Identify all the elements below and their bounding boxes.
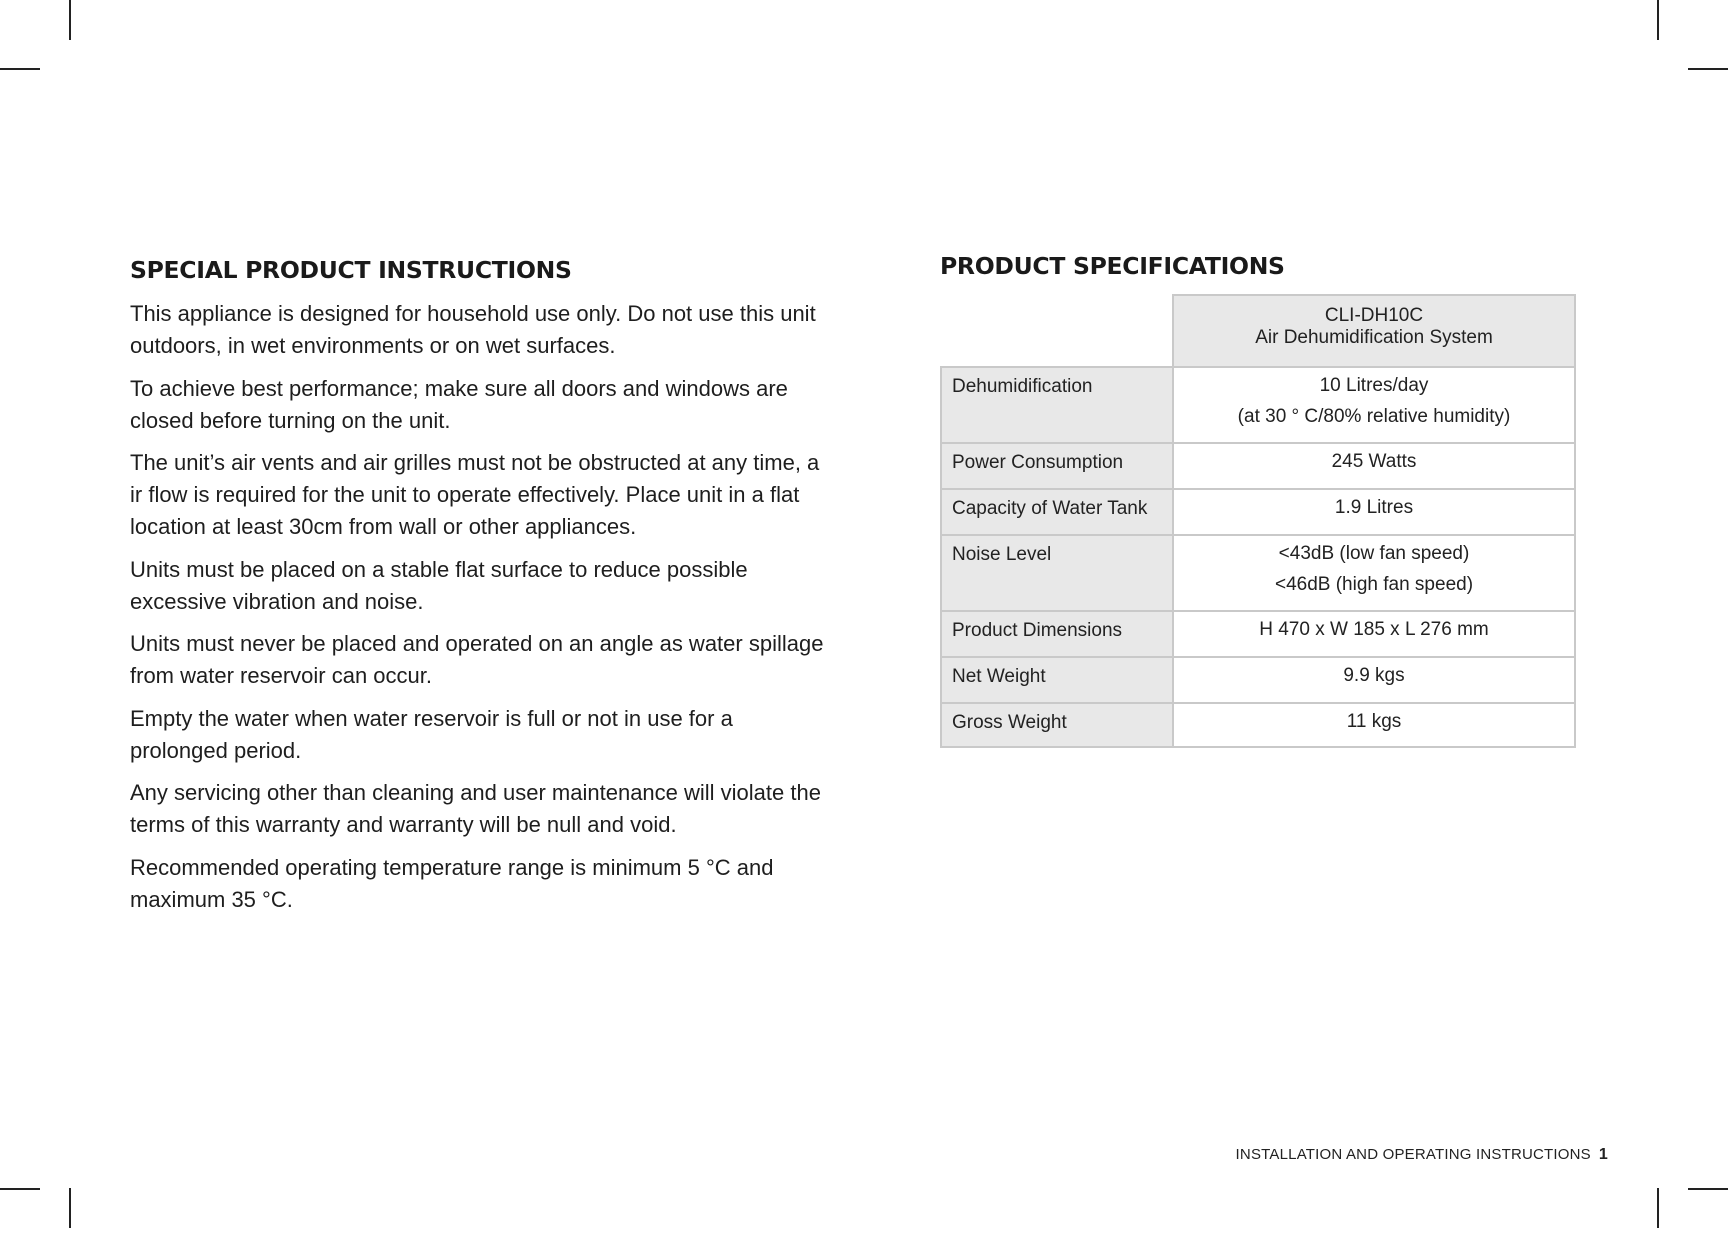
spec-label: Net Weight bbox=[941, 657, 1173, 703]
crop-mark-top-right-horizontal bbox=[1688, 68, 1728, 70]
table-row bbox=[941, 657, 1575, 703]
spec-value bbox=[1173, 443, 1575, 489]
instruction-paragraph: Empty the water when water reservoir is full or not in use for a prolonged period. bbox=[130, 705, 733, 763]
spec-label: Dehumidification bbox=[941, 367, 1173, 443]
spec-label: Noise Level bbox=[941, 535, 1173, 611]
spec-label: Gross Weight bbox=[941, 703, 1173, 747]
special-instructions-title: SPECIAL PRODUCT INSTRUCTIONS bbox=[130, 256, 572, 284]
crop-mark-top-left-horizontal bbox=[0, 68, 40, 70]
spec-value bbox=[1173, 657, 1575, 703]
spec-value-line: H 470 x W 185 x L 276 mm bbox=[1259, 619, 1489, 640]
table-row bbox=[941, 703, 1575, 747]
page-number: 1 bbox=[1598, 1146, 1608, 1163]
table-row bbox=[941, 535, 1575, 611]
spec-label: Capacity of Water Tank bbox=[941, 489, 1173, 535]
crop-mark-bottom-left-vertical bbox=[69, 1188, 71, 1228]
spec-label: Product Dimensions bbox=[941, 611, 1173, 657]
spec-value bbox=[1173, 611, 1575, 657]
instruction-paragraph: The unit’s air vents and air grilles must not be obstructed at any time, a ir flow is required for the unit to operate effectively. Place unit in a flat location at least 30cm from wall or other appliances. bbox=[130, 450, 820, 539]
crop-mark-bottom-left-horizontal bbox=[0, 1188, 40, 1190]
spec-value bbox=[1173, 703, 1575, 747]
spec-value-line: 1.9 Litres bbox=[1334, 497, 1414, 518]
table-row bbox=[941, 443, 1575, 489]
table-row bbox=[941, 611, 1575, 657]
instruction-paragraph: Units must never be placed and operated on an angle as water spillage from water reservoir can occur. bbox=[130, 631, 824, 688]
table-row bbox=[941, 489, 1575, 535]
product-specifications-title: PRODUCT SPECIFICATIONS bbox=[940, 252, 1285, 280]
spec-value bbox=[1173, 367, 1575, 443]
spec-value-line: <43dB (low fan speed) bbox=[1278, 543, 1470, 564]
spec-value-line: <46dB (high fan speed) bbox=[1274, 574, 1474, 595]
crop-mark-bottom-right-vertical bbox=[1657, 1188, 1659, 1228]
specifications-table bbox=[940, 294, 1576, 748]
product-name: Air Dehumidification System bbox=[1255, 327, 1493, 348]
spec-label: Power Consumption bbox=[941, 443, 1173, 489]
instruction-paragraph: To achieve best performance; make sure all doors and windows are closed before turning on the unit. bbox=[130, 375, 788, 433]
instruction-paragraph: Recommended operating temperature range is minimum 5 °C and maximum 35 °C. bbox=[130, 854, 774, 912]
spec-value-line: 11 kgs bbox=[1346, 711, 1402, 732]
table-empty-corner bbox=[941, 295, 1173, 367]
crop-mark-top-left-vertical bbox=[69, 0, 71, 40]
spec-value-line: 10 Litres/day bbox=[1319, 375, 1429, 396]
spec-value-line: 9.9 kgs bbox=[1343, 665, 1405, 686]
spec-value bbox=[1173, 535, 1575, 611]
model-number: CLI-DH10C bbox=[1324, 305, 1424, 326]
table-header-row bbox=[941, 295, 1575, 367]
page-footer bbox=[1236, 1146, 1608, 1164]
special-instructions-section bbox=[130, 256, 830, 926]
product-specifications-section bbox=[940, 252, 1574, 748]
instruction-paragraph: Units must be placed on a stable flat surface to reduce possible excessive vibration and noise. bbox=[130, 556, 748, 614]
footer-text: INSTALLATION AND OPERATING INSTRUCTIONS bbox=[1235, 1146, 1591, 1163]
instruction-paragraph: This appliance is designed for household use only. Do not use this unit outdoors, in wet environments or on wet surfaces. bbox=[130, 301, 816, 358]
crop-mark-bottom-right-horizontal bbox=[1688, 1188, 1728, 1190]
spec-value bbox=[1173, 489, 1575, 535]
spec-value-line: 245 Watts bbox=[1331, 451, 1417, 472]
crop-mark-top-right-vertical bbox=[1657, 0, 1659, 40]
table-row bbox=[941, 367, 1575, 443]
spec-value-line: (at 30 ° C/80% relative humidity) bbox=[1237, 406, 1511, 427]
instruction-paragraph: Any servicing other than cleaning and user maintenance will violate the terms of this warranty and warranty will be null and void. bbox=[130, 780, 821, 837]
table-header-cell bbox=[1173, 295, 1575, 367]
